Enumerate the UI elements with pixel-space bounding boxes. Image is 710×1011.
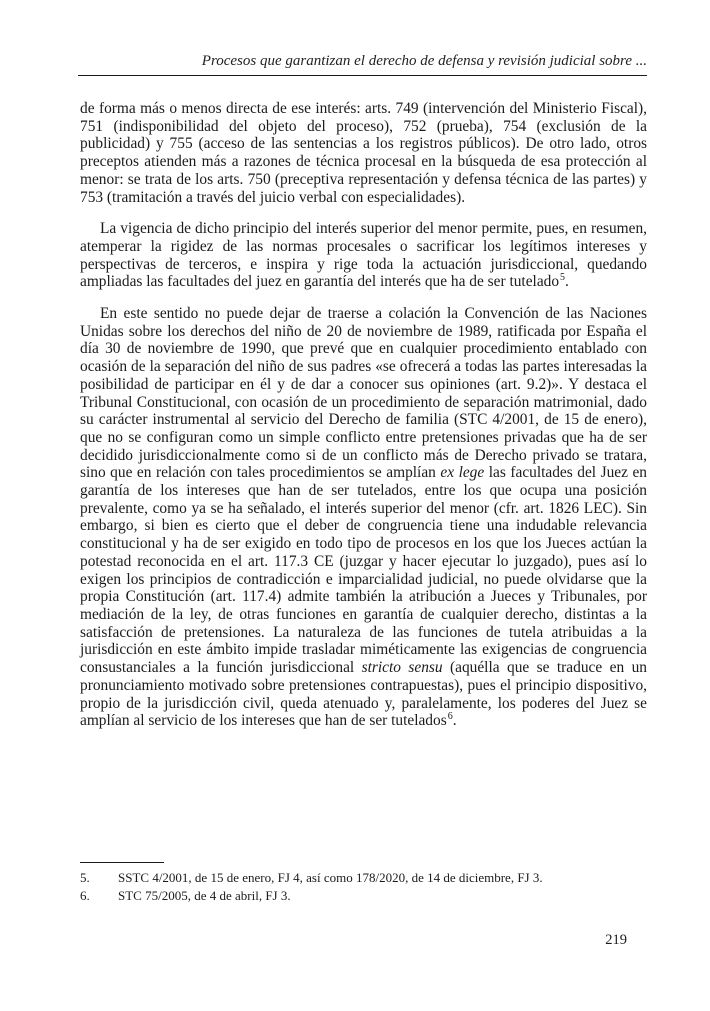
paragraph-3-text-b: las facultades del Juez en garantía de los intereses que han de ser tutelados, entre los que ocupa una posición prevalente, como ya se ha señalado, el interés superior del menor (cfr. art. 1826 LEC). Sin embargo, si bien es cierto que el deber de congruencia tiene una indudable relevancia constitucional y ha de ser exigido en todo tipo de procesos en los que los Jueces actúan la potestad reconocida en el art. 117.3 CE (juzgar y hacer ejecutar lo juzgado), pues así lo exigen los principios de contradicción e imparcialidad judicial, no puede olvidarse que la propia Constitución (art. 117.4) admite también la atribución a Jueces y Tribunales, por mediación de la ley, de otras funciones en garantía de cualquier derecho, distintas a la satisfacción de pretensiones. La naturaleza de las funciones de tutela atribuidas a la jurisdicción en este ámbito impide trasladar miméticamente las exigencias de congruencia consustanciales a la función jurisdiccional — [80, 464, 647, 677]
paragraph-3-italic-ex-lege: ex lege — [440, 464, 485, 482]
paragraph-3-text-c: (aquélla que se traduce en un pronunciamiento motivado sobre pretensiones contrapuestas), pues el principio dispositivo, propio de la jurisdicción civil, queda atenuado y, paralelamente, los poderes del Juez se amplían al servicio de los intereses que han de ser tutelados — [80, 659, 647, 730]
paragraph-1 — [80, 100, 647, 206]
footnote-list — [80, 869, 647, 905]
footnote-ref-6: 6 — [447, 711, 453, 723]
footnote-item-5 — [80, 869, 647, 887]
paragraph-2-period: . — [565, 273, 569, 291]
paragraph-3 — [80, 305, 647, 730]
paragraph-3-period: . — [452, 712, 457, 730]
paragraph-3-text-a: En este sentido no puede dejar de traerse a colación la Convención de las Naciones Unidas sobre los derechos del niño de 20 de noviembre de 1989, ratificada por España el día 30 de noviembre de 1990, que prevé que en cualquier procedimiento entablado con ocasión de la separación del niño de sus padres «se ofrecerá a todas las partes interesadas la posibilidad de participar en él y de dar a conocer sus opiniones (art. 9.2)». Y destaca el Tribunal Constitucional, con ocasión de un procedimiento de separación matrimonial, dado su carácter instrumental al servicio del Derecho de familia (STC 4/2001, de 15 de enero), que no se configuran como un simple conflicto entre pretensiones privadas que ha de ser decidido jurisdiccionalmente como si de un conflicto más de Derecho privado se tratara, sino que en relación con tales procedimientos se amplían — [80, 305, 647, 482]
footnote-text: STC 75/2005, de 4 de abril, FJ 3. — [118, 887, 291, 903]
paragraph-2 — [80, 220, 647, 291]
running-header — [78, 52, 647, 76]
footnote-text: SSTC 4/2001, de 15 de enero, FJ 4, así como 178/2020, de 14 de diciembre, FJ 3. — [118, 870, 543, 885]
page-number: 219 — [605, 932, 627, 948]
running-header-title: Procesos que garantizan el derecho de defensa y revisión judicial sobre ... — [201, 53, 647, 69]
footnote-number: 6. — [80, 887, 90, 903]
paragraph-1-text: de forma más o menos directa de ese interés: arts. 749 (intervención del Ministerio Fiscal), 751 (indisponibilidad del objeto del proceso), 752 (prueba), 754 (exclusión de la publicidad) y 755 (acceso de las sentencias a los registros públicos). De otro lado, otros preceptos atienden más a razones de técnica procesal en la búsqueda de esa protección al menor: se trata de los arts. 750 (preceptiva representación y defensa técnica de las partes) y 753 (tramitación a través del juicio verbal con especialidades). — [80, 100, 647, 206]
footnote-number: 5. — [80, 870, 90, 885]
body-text — [80, 100, 647, 730]
footnote-item-6 — [80, 887, 647, 905]
footnote-separator — [80, 862, 164, 863]
paragraph-2-text: La vigencia de dicho principio del interés superior del menor permite, pues, en resumen, atemperar la rigidez de las normas procesales o sacrificar los legítimos intereses y perspectivas de terceros, e inspira y rige toda la actuación jurisdiccional, quedando ampliadas las facultades del juez en garantía del interés que ha de ser tutelado — [80, 220, 647, 291]
footnote-ref-5: 5 — [560, 272, 566, 284]
paragraph-3-italic-stricto-sensu: stricto sensu — [361, 659, 443, 677]
